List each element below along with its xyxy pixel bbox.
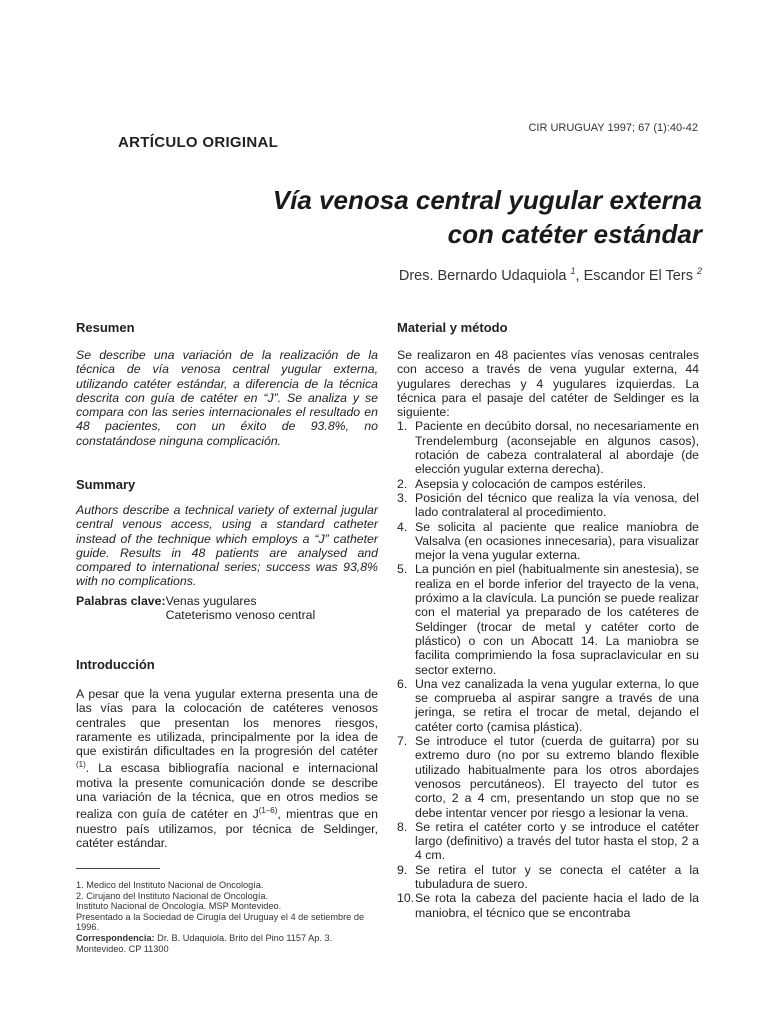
step-number: 6. [397,676,408,691]
material-section [397,321,699,335]
step-number: 1. [397,419,408,434]
list-item [397,677,699,734]
step-text: Asepsia y colocación de campos estériles. [415,476,647,491]
list-item [397,562,699,676]
step-text: Una vez canalizada la vena yugular externa, lo que se comprueba al aspirar sangre a través de una jeringa, se retira el trocar de metal, dejando el catéter corto (camisa plástica). [415,676,699,734]
list-item [397,520,699,563]
step-text: Se introduce el tutor (cuerda de guitarra) por su extremo duro (no por su extremo blando flexible utilizado habitualmente para los otros abordajes venosos percutáneos). El trayecto del tutor es corto, 2 a 4 cm, presentando un stop que no se debe intentar vencer por riesgo a lesionar la vena. [415,734,699,820]
list-item [397,891,699,920]
footnote-item: 2. Cirujano del Instituto Nacional de Oncología. [76,890,269,901]
intro-ref-2: (1–6) [258,806,278,816]
list-item [397,734,699,820]
correspondence-label: Correspondencia: [76,932,155,943]
step-number: 3. [397,490,408,505]
step-number: 10. [397,891,415,906]
footnotes [76,880,378,954]
intro-text-b: . La escasa bibliografía nacional e internacional motiva la presente comunicación donde se describe una variación de la técnica, que en otros medios se realiza con guía de catéter en J [76,761,378,822]
step-number: 4. [397,519,408,534]
resumen-section [76,321,378,335]
step-text: Posición del técnico que realiza la vía venosa, del lado contralateral al procedimiento. [415,490,699,520]
summary-heading: Summary [76,477,136,492]
step-text: Se solicita al paciente que realice maniobra de Valsalva (en ocasiones innecesaria), para visualizar mejor la vena yugular externa. [415,519,699,563]
step-number: 5. [397,562,408,577]
footnote-item: Presentado a la Sociedad de Cirugía del Uruguay el 4 de setiembre de 1996. [76,911,365,933]
list-item [397,419,699,476]
authors [250,266,702,284]
author1-mark: 1 [570,266,576,276]
keyword-item: Cateterismo venoso central [165,608,316,623]
intro-ref-1: (1) [76,760,86,770]
resumen-heading: Resumen [76,320,135,335]
article-title [150,183,702,251]
keywords [76,594,378,623]
introduccion-section [76,658,378,672]
author2-mark: 2 [696,266,702,276]
steps-list [397,419,699,919]
introduccion-body [76,687,378,850]
material-heading: Material y método [397,320,508,335]
introduccion-heading: Introducción [76,657,155,672]
material-body [397,348,699,920]
step-text: Se rota la cabeza del paciente hacia el lado de la maniobra, el técnico que se encontraba [415,891,699,920]
summary-section [76,478,378,492]
section-label: ARTÍCULO ORIGINAL [118,134,279,151]
introduccion-text [76,687,378,850]
list-item [397,477,699,491]
step-text: Paciente en decúbito dorsal, no necesariamente en Trendelemburg (aconsejable en algunos casos), rotación de cabeza contralateral al abordaje (de elección yugular externa derecha). [415,419,699,477]
journal-citation: CIR URUGUAY 1997; 67 (1):40-42 [528,122,698,134]
resumen-text: Se describe una variación de la realización de la técnica de vía venosa central yugular externa, utilizando catéter estándar, a diferencia de la técnica descrita con guía de catéter en “J”. Se analiza y se compara con las series internacionales el resultado en 48 pacientes, con un éxito de 93.8%, no constatándose ninguna complicación. [76,348,378,448]
summary-text: Authors describe a technical variety of external jugular central venous access, using a standard catheter instead of the technique which employs a “J” catheter guide. Results in 48 patients are analysed and compared to international series; success was 93,8% with no complications. [76,503,378,589]
intro-text-c: , mientras que en nuestro país utilizamos, por técnica de Seldinger, catéter estándar. [76,807,378,851]
keywords-label: Palabras clave: [76,594,166,608]
authors-prefix: Dres. Bernardo Udaquiola [398,267,567,284]
list-item [397,820,699,863]
list-item [397,491,699,520]
summary-body [76,503,378,589]
step-number: 7. [397,734,408,749]
step-number: 9. [397,862,408,877]
keywords-values [166,594,316,623]
footnote-correspondence [76,933,378,954]
title-line-2: con catéter estándar [447,219,702,249]
footnote-divider [76,868,160,869]
step-text: La punción en piel (habitualmente sin anestesia), se realiza en el borde inferior del trayecto de la vena, próximo a la clavícula. La punción se puede realizar con el material ya preparado de los catéteres de Seldinger (trocar de metal y catéter corto de plástico) o con un Abocatt 14. La maniobra se facilita comprimiendo la fosa supraclavicular en su sector externo. [415,562,699,677]
footnote-item: Instituto Nacional de Oncología. MSP Montevideo. [76,901,282,912]
step-number: 2. [397,476,408,491]
step-number: 8. [397,819,408,834]
keyword-item: Venas yugulares [165,594,257,608]
step-text: Se retira el tutor y se conecta el catéter a la tubuladura de suero. [415,862,699,891]
material-intro: Se realizaron en 48 pacientes vías venosas centrales con acceso a través de vena yugular externa, 44 yugulares derechas y 4 yugulares izquierdas. La técnica para el pasaje del catéter de Seldinger es la siguiente: [397,348,699,420]
step-text: Se retira el catéter corto y se introduce el catéter largo (definitivo) a través del tutor hasta el stop, 2 a 4 cm. [415,819,699,863]
list-item [397,863,699,892]
authors-sep: , Escandor El Ters [575,267,693,284]
title-line-1: Vía venosa central yugular externa [272,185,702,215]
correspondence-text: Dr. B. Udaquiola. Brito del Pino 1157 Ap. 3. Montevideo. CP 11300 [76,932,333,954]
intro-text-a: A pesar que la vena yugular externa presenta una de las vías para la colocación de catéteres venosos centrales que presentan los menores riesgos, raramente es utilizada, principalmente por la idea de que existirán dificultades en la progresión del catéter [76,687,378,759]
resumen-body [76,348,378,448]
footnote-item: 1. Medico del Instituto Nacional de Oncología. [76,880,264,890]
